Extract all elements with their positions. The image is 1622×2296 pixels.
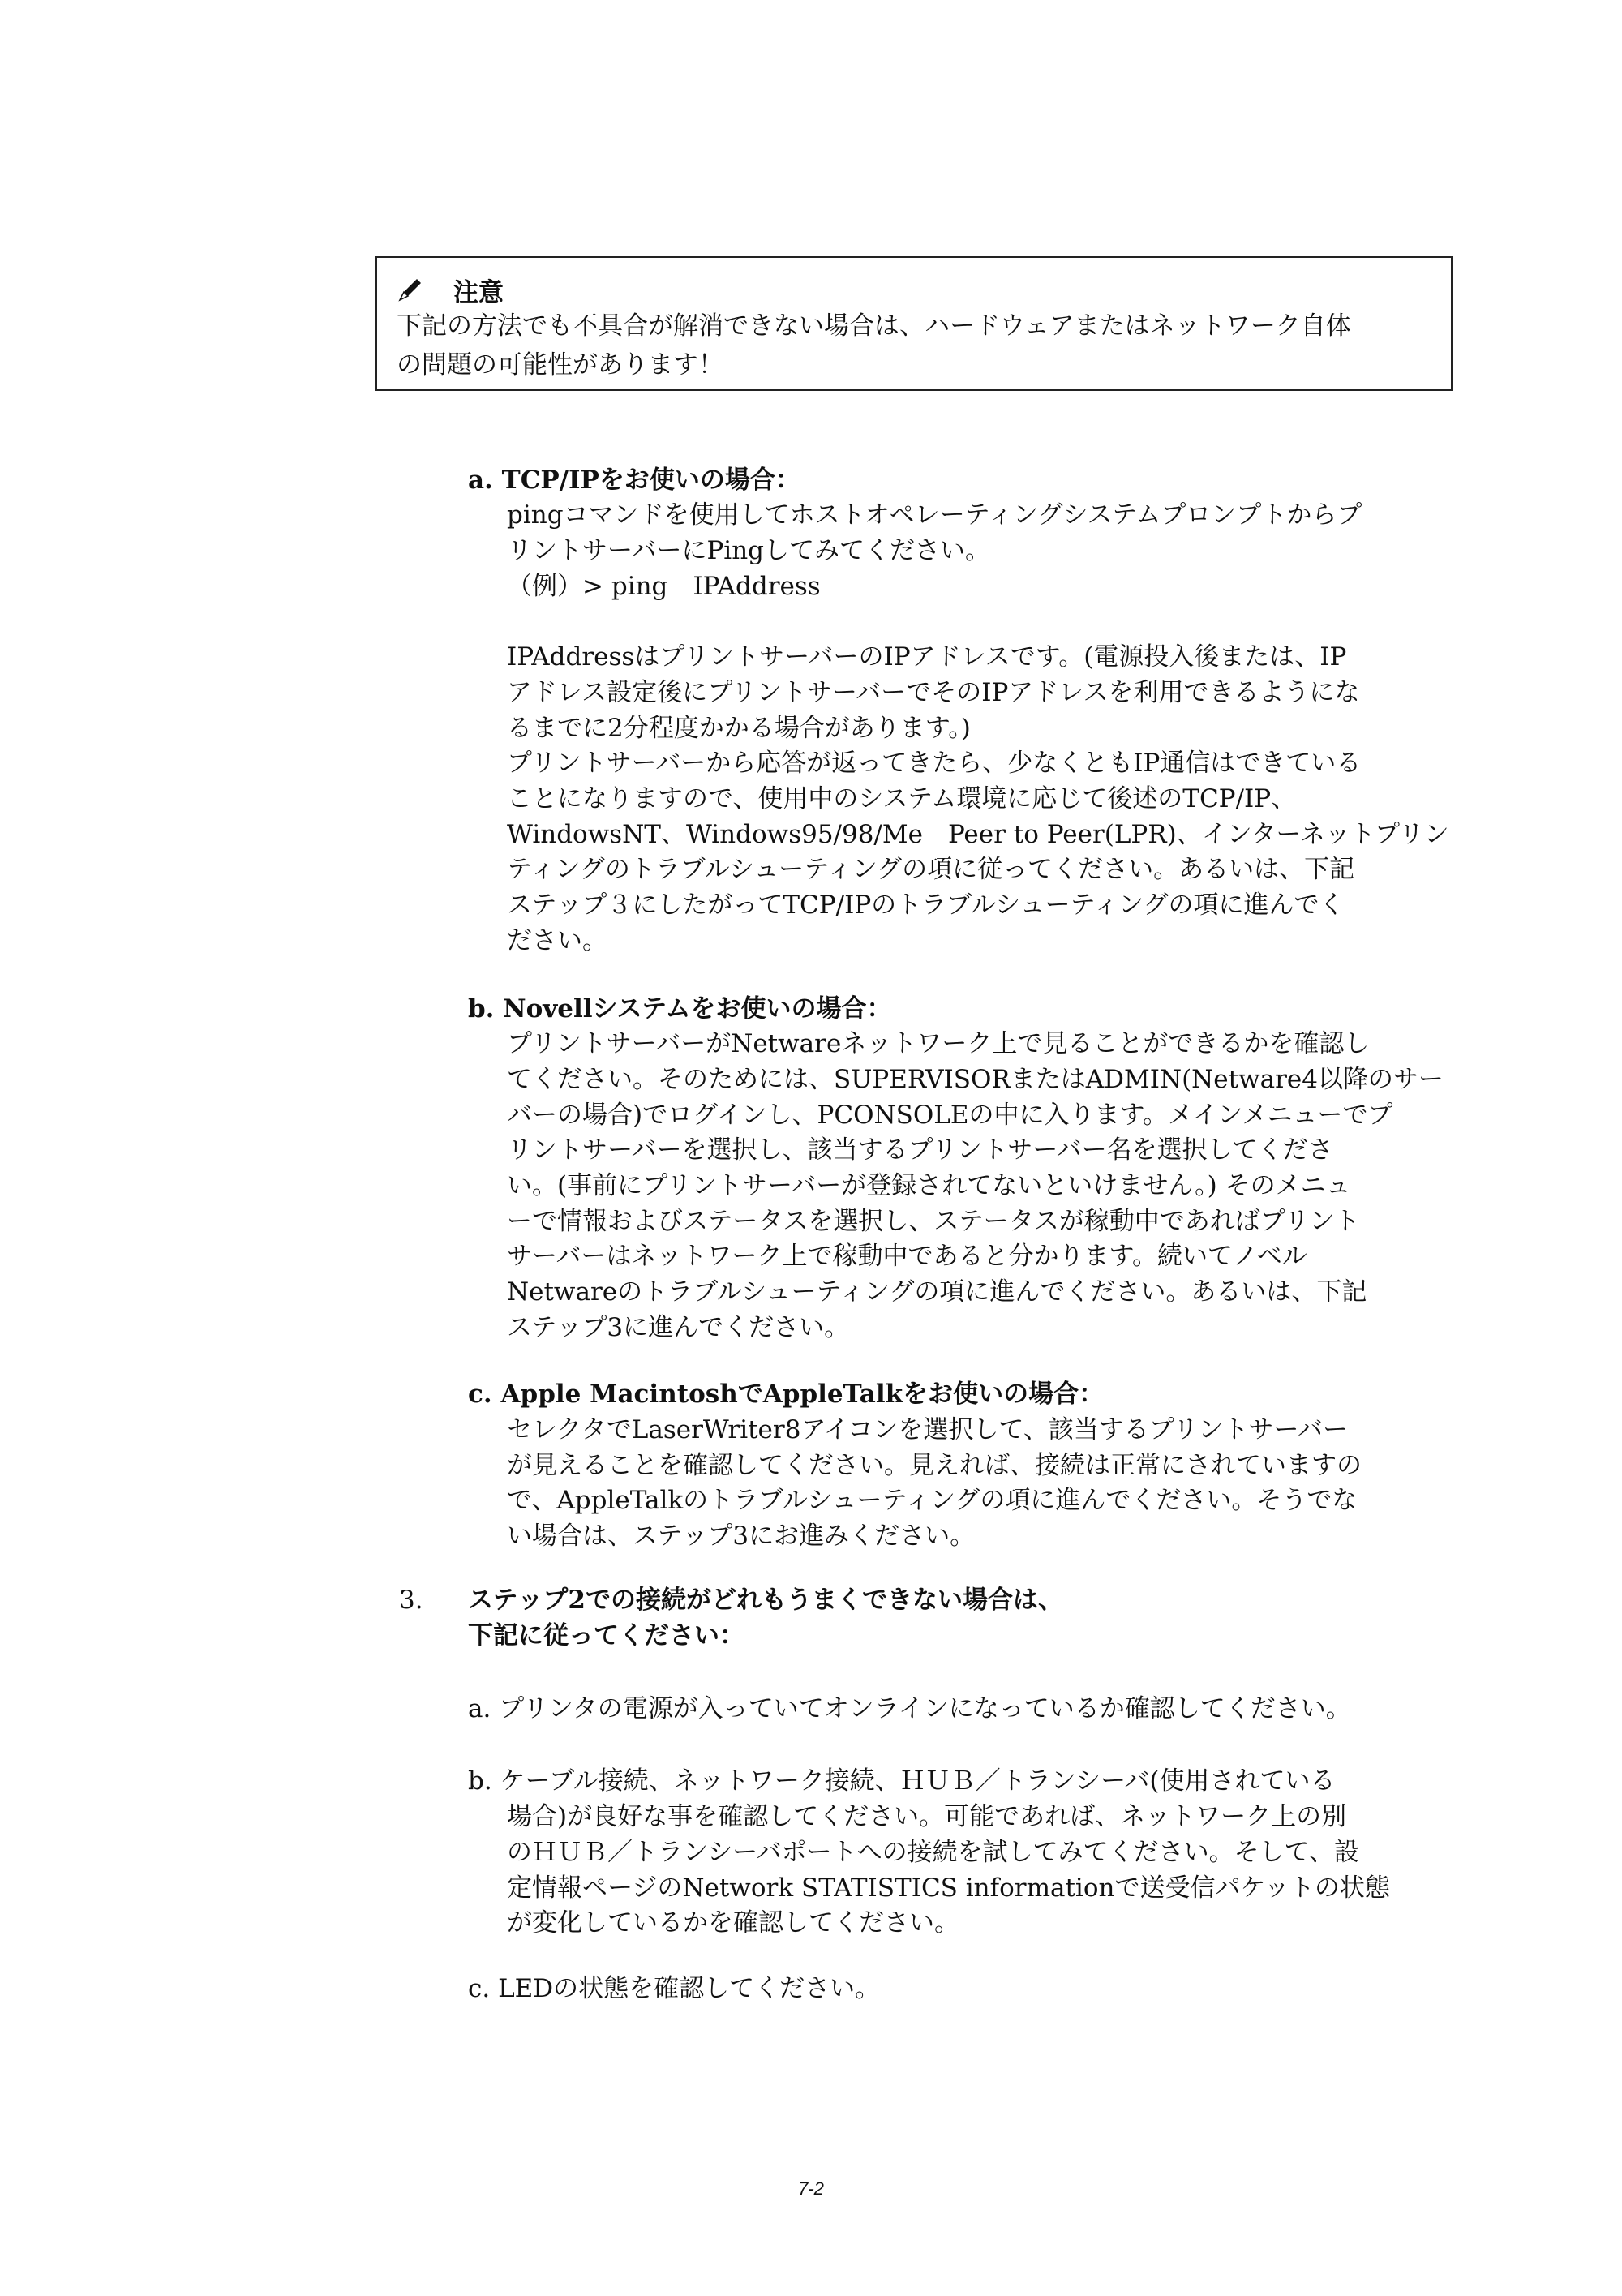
- section-b-text-line: ーで情報およびステータスを選択し、ステータスが稼動中であればプリント: [507, 1207, 1360, 1236]
- step3-b-text-line: 場合)が良好な事を確認してください。可能であれば、ネットワーク上の別: [507, 1802, 1347, 1831]
- step3-heading: 下記に従ってください：: [468, 1621, 744, 1650]
- page-number: 7-2: [798, 2178, 824, 2199]
- note-header: [397, 273, 1431, 307]
- step3-heading: ステップ2での接続がどれもうまくできない場合は、: [468, 1586, 1063, 1615]
- section-a-text-line: プリントサーバーから応答が返ってきたら、少なくともIP通信はできている: [507, 749, 1362, 778]
- section-c-text-line: で、AppleTalkのトラブルシューティングの項に進んでください。そうでな: [507, 1486, 1358, 1515]
- step3-c-text: c. LEDの状態を確認してください。: [468, 1974, 881, 2003]
- section-b-text-line: Netwareのトラブルシューティングの項に進んでください。あるいは、下記: [507, 1277, 1367, 1307]
- note-text-line: の問題の可能性があります！: [397, 350, 723, 380]
- step3-b-text-line: が変化しているかを確認してください。: [507, 1908, 959, 1938]
- section-b-novell-heading: b. Novellシステムをお使いの場合：: [468, 994, 892, 1024]
- section-c-text-line: セレクタでLaserWriter8アイコンを選択して、該当するプリントサーバー: [507, 1415, 1349, 1444]
- section-a-text-line: リントサーバーにPingしてみてください。: [507, 536, 991, 565]
- section-a-text-line: アドレス設定後にプリントサーバーでそのIPアドレスを利用できるようにな: [507, 678, 1360, 707]
- section-b-text-line: てください。そのためには、SUPERVISORまたはADMIN(Netware4以降のサー: [507, 1065, 1444, 1094]
- section-c-text-line: い場合は、ステップ3にお進みください。: [507, 1521, 976, 1551]
- note-box: [375, 256, 1453, 391]
- section-a-text-line: pingコマンドを使用してホストオペレーティングシステムプロンプトからプ: [507, 500, 1362, 530]
- note-text-line: 下記の方法でも不具合が解消できない場合は、ハードウェアまたはネットワーク自体: [397, 311, 1351, 341]
- section-c-text-line: が見えることを確認してください。見えれば、接続は正常にされていますの: [507, 1451, 1362, 1480]
- step3-b-text-line: のＨＵＢ／トランシーバポートへの接続を試してみてください。そして、設: [507, 1838, 1360, 1867]
- section-a-text-line: IPAddressはプリントサーバーのIPアドレスです。(電源投入後または、IP: [507, 642, 1347, 672]
- section-a-text-line: ことになりますので、使用中のシステム環境に応じて後述のTCP/IP、: [507, 784, 1297, 813]
- section-a-text-line: ステップ３にしたがってTCP/IPのトラブルシューティングの項に進んでく: [507, 891, 1345, 920]
- section-b-text-line: い。(事前にプリントサーバーが登録されてないといけません。) そのメニュ: [507, 1171, 1351, 1200]
- ping-example: （例）> ping IPAddress: [507, 572, 821, 601]
- section-a-text-line: るまでに2分程度かかる場合があります。): [507, 714, 971, 743]
- pen-icon: [397, 276, 424, 303]
- section-a-text-line: WindowsNT、Windows95/98/Me Peer to Peer(LPR)、インターネットプリン: [507, 820, 1449, 849]
- section-b-text-line: リントサーバーを選択し、該当するプリントサーバー名を選択してくださ: [507, 1135, 1333, 1165]
- section-c-apple-heading: c. Apple MacintoshでAppleTalkをお使いの場合：: [468, 1380, 1105, 1409]
- section-b-text-line: ステップ3に進んでください。: [507, 1313, 850, 1342]
- step3-b-text-line: 定情報ページのNetwork STATISTICS informationで送受信パケットの状態: [507, 1873, 1390, 1903]
- section-a-text-line: ティングのトラブルシューティングの項に従ってください。あるいは、下記: [507, 855, 1355, 884]
- note-title: 注意: [453, 277, 504, 307]
- step3-a-text: a. プリンタの電源が入っていてオンラインになっているか確認してください。: [468, 1694, 1351, 1723]
- section-b-text-line: サーバーはネットワーク上で稼動中であると分かります。続いてノベル: [507, 1242, 1307, 1271]
- step3-number: 3.: [399, 1586, 423, 1615]
- step3-b-text-line: b. ケーブル接続、ネットワーク接続、ＨＵＢ／トランシーバ(使用されている: [468, 1766, 1336, 1796]
- section-a-tcpip-heading: a. TCP/IPをお使いの場合：: [468, 466, 800, 495]
- section-a-text-line: ださい。: [507, 926, 607, 955]
- section-b-text-line: プリントサーバーがNetwareネットワーク上で見ることができるかを確認し: [507, 1029, 1370, 1058]
- section-b-text-line: バーの場合)でログインし、PCONSOLEの中に入ります。メインメニューでプ: [507, 1101, 1393, 1130]
